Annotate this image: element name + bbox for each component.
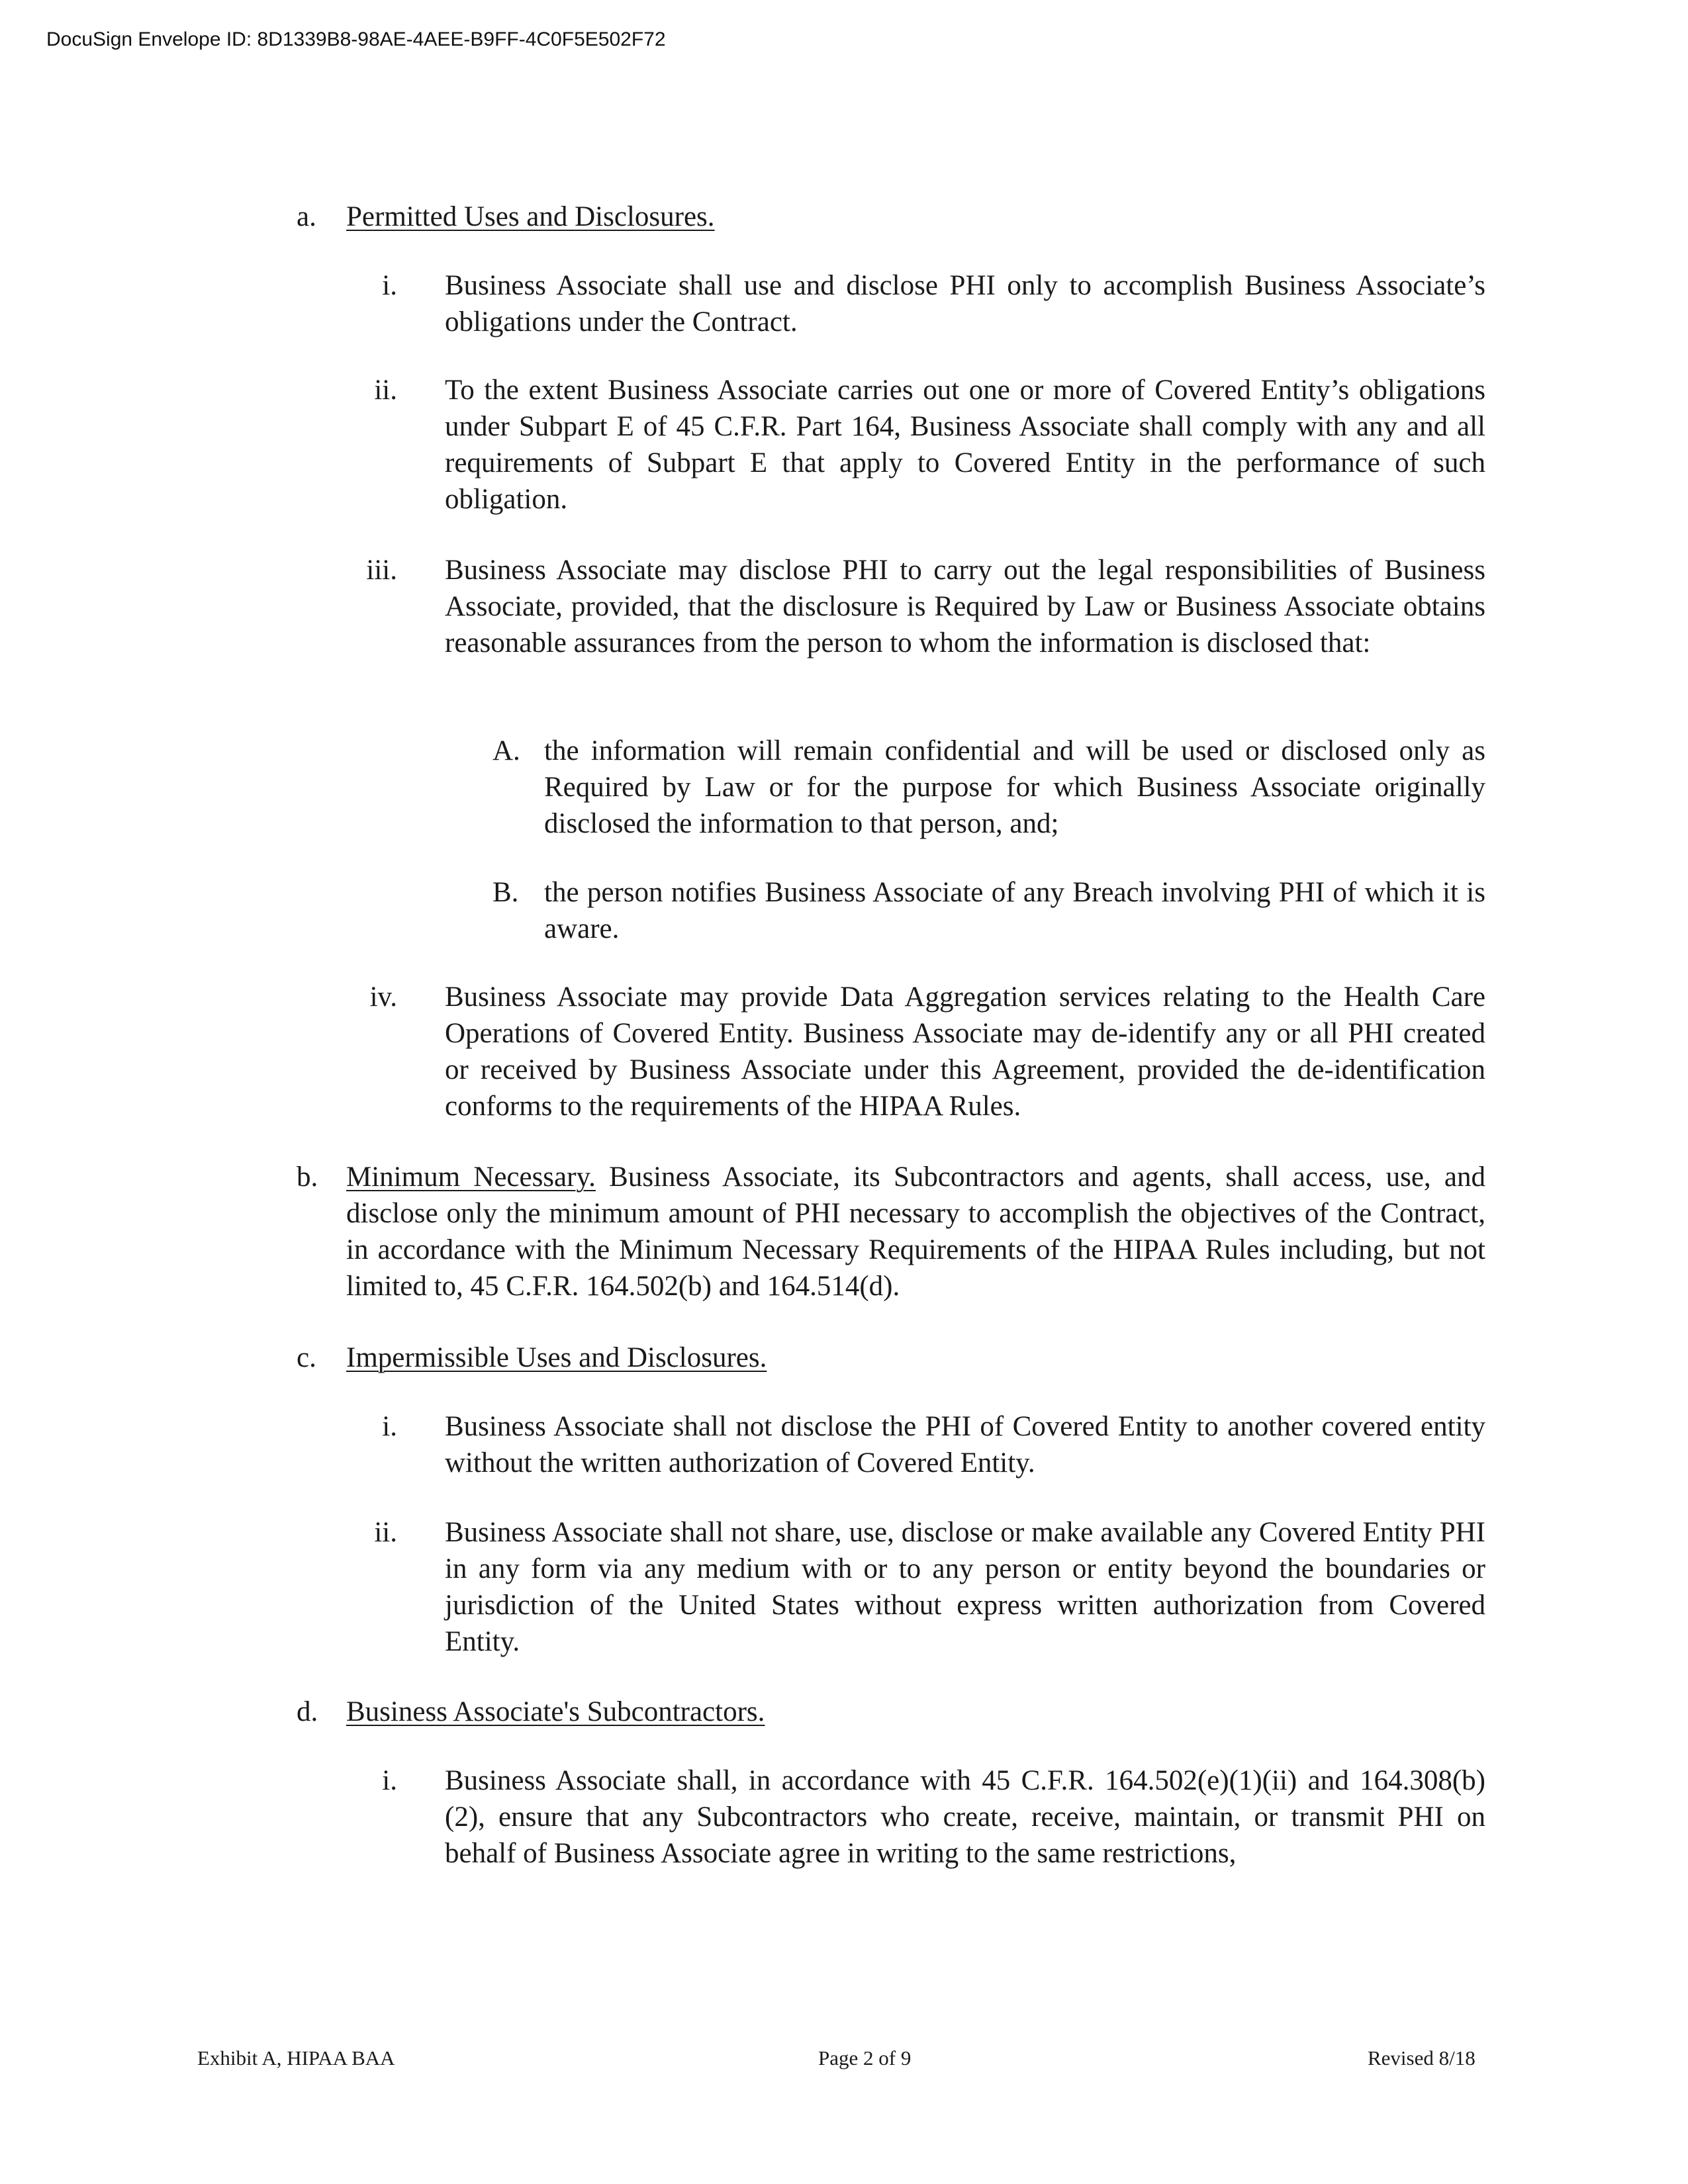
item-text: Business Associate may disclose PHI to carry out the legal responsibilities of Business Associate, provided, that the disclosure is Required by Law or Business Associate obtains reasonable assurances from the person to whom the information is disclosed that: [445,555,1485,659]
section-letter: b. [297,1161,318,1193]
section-title: Impermissible Uses and Disclosures. [346,1342,767,1373]
section-title: Business Associate's Subcontractors. [346,1696,765,1727]
section-title: Permitted Uses and Disclosures. [346,201,715,232]
item-number: i. [382,1765,397,1796]
sub-item-text: the information will remain confidential and will be used or disclosed only as Required by Law or for the purpose for which Business Associate originally disclosed the information to that person, and; [544,735,1485,839]
item-number: i. [382,1411,397,1442]
footer-revision: Revised 8/18 [1368,2046,1476,2070]
item-text: To the extent Business Associate carries out one or more of Covered Entity’s obligations under Subpart E of 45 C.F.R. Part 164, Business Associate shall comply with any and all requirements of Subpart E that apply to Covered Entity in the performance of such obligation. [445,375,1485,515]
item-number: iii. [366,555,397,586]
section-paragraph [346,1159,1485,1304]
sub-item-letter: A. [492,735,520,766]
item-text: Business Associate shall not disclose the PHI of Covered Entity to another covered entity without the written authorization of Covered Entity. [445,1411,1485,1479]
item-number: i. [382,270,397,301]
section-title: Minimum Necessary. [346,1161,596,1193]
sub-item-text: the person notifies Business Associate of any Breach involving PHI of which it is aware. [544,877,1485,944]
footer-exhibit-label: Exhibit A, HIPAA BAA [197,2046,395,2070]
item-number: ii. [374,1517,397,1548]
section-body: Business Associate, its Subcontractors and agents, shall access, use, and disclose only the minimum amount of PHI necessary to accomplish the objectives of the Contract, in accordance with the Minimum Necessary Requirements of the HIPAA Rules including, but not limited to, 45 C.F.R. 164.502(b) and 164.514(d). [346,1161,1485,1302]
section-letter: c. [297,1342,316,1373]
item-text: Business Associate shall use and disclose PHI only to accomplish Business Associate’s obligations under the Contract. [445,270,1485,338]
item-text: Business Associate shall, in accordance with 45 C.F.R. 164.502(e)(1)(ii) and 164.308(b)(2), ensure that any Subcontractors who create, receive, maintain, or transmit PHI on behalf of Business Associate agree in writing to the same restrictions, [445,1765,1485,1869]
sub-item-letter: B. [492,877,519,908]
envelope-id: DocuSign Envelope ID: 8D1339B8-98AE-4AEE-B9FF-4C0F5E502F72 [46,28,666,50]
item-number: ii. [374,375,397,406]
section-letter: a. [297,201,316,232]
item-number: iv. [369,981,397,1013]
footer-page-number: Page 2 of 9 [818,2046,912,2070]
section-letter: d. [297,1696,318,1727]
item-text: Business Associate may provide Data Aggregation services relating to the Health Care Operations of Covered Entity. Business Associate may de-identify any or all PHI created or received by Business Associate under this Agreement, provided the de-identification conforms to the requirements of the HIPAA Rules. [445,981,1485,1122]
item-text: Business Associate shall not share, use, disclose or make available any Covered Entity PHI in any form via any medium with or to any person or entity beyond the boundaries or jurisdiction of the United States without express written authorization from Covered Entity. [445,1517,1485,1657]
